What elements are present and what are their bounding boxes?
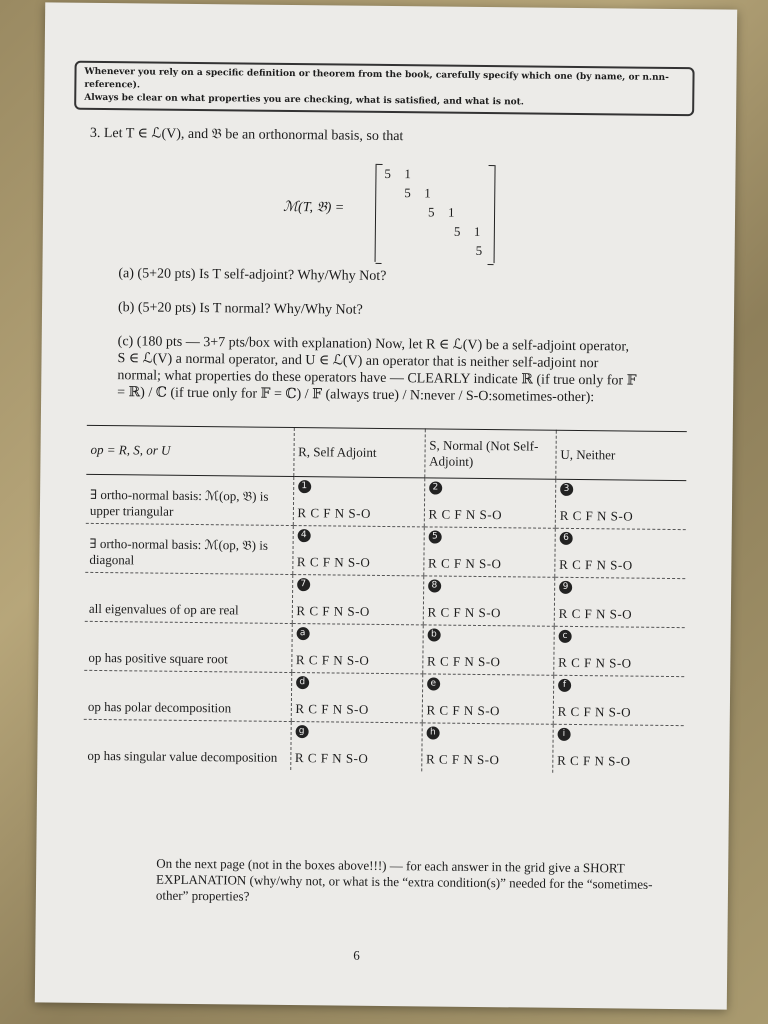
grid-row <box>83 719 683 774</box>
row-label: ∃ ortho-normal basis: ℳ(op, 𝔅) is upper triangular <box>86 474 294 525</box>
cell-number: 4 <box>297 529 310 542</box>
grid-row <box>85 523 685 578</box>
cell-number: 8 <box>428 579 441 592</box>
answer-cell[interactable] <box>292 575 424 625</box>
answer-options: R C F N S-O <box>427 604 502 621</box>
matrix-entry: 1 <box>424 185 431 201</box>
instructions-box <box>74 61 694 116</box>
question-c: (c) (180 pts — 3+7 pts/box with explanation) Now, let R ∈ ℒ(V) be a self-adjoint operator, S ∈ ℒ(V) a normal operator, and U ∈ ℒ(V) an operator that is neither self-adjoint nor normal; what properties do these operators have — CLEARLY indicate ℝ (if true only for 𝔽 = ℝ) / ℂ (if true only for 𝔽 = ℂ) / 𝔽 (always true) / N:never / S-O:sometimes-other): <box>117 334 637 406</box>
answer-cell[interactable] <box>422 625 554 675</box>
grid-row <box>85 572 685 627</box>
page-number: 6 <box>353 947 360 963</box>
cell-number: 9 <box>559 581 572 594</box>
answer-options: R C F N S-O <box>425 751 500 768</box>
answer-options: R C F N S-O <box>428 506 503 523</box>
question-a: (a) (5+20 pts) Is T self-adjoint? Why/Why Not? <box>118 266 387 284</box>
matrix <box>375 164 496 263</box>
answer-grid <box>83 425 687 774</box>
answer-cell[interactable] <box>555 479 686 529</box>
grid-row <box>86 474 686 529</box>
grid-row <box>84 621 684 676</box>
cell-number: 2 <box>429 481 442 494</box>
matrix-label: ℳ(T, 𝔅) = <box>283 199 345 216</box>
answer-cell[interactable] <box>554 626 685 676</box>
cell-number: b <box>427 628 440 641</box>
cell-number: c <box>558 630 571 643</box>
instructions-line-2: Always be clear on what properties you are checking, what is satisfied, and what is not. <box>84 92 524 108</box>
answer-cell[interactable] <box>293 477 425 527</box>
header-op: op = R, S, or U <box>86 425 294 476</box>
answer-cell[interactable] <box>554 577 685 627</box>
row-label: op has polar decomposition <box>84 670 292 721</box>
question-b: (b) (5+20 pts) Is T normal? Why/Why Not? <box>117 300 363 318</box>
matrix-entry: 1 <box>448 204 455 220</box>
row-label: all eigenvalues of op are real <box>85 572 293 623</box>
cell-number: 7 <box>297 578 310 591</box>
cell-number: 1 <box>298 480 311 493</box>
exam-page <box>35 2 737 1009</box>
answer-cell[interactable] <box>290 722 422 772</box>
answer-options: R C F N S-O <box>428 555 502 572</box>
answer-cell[interactable] <box>424 478 556 528</box>
answer-cell[interactable] <box>555 528 686 578</box>
cell-number: a <box>296 627 309 640</box>
grid-header-row <box>86 425 686 480</box>
answer-options: R C F N S-O <box>297 505 371 521</box>
row-label: op has positive square root <box>84 621 292 672</box>
matrix-entry: 1 <box>473 223 481 239</box>
matrix-block <box>283 163 483 263</box>
answer-options: R C F N S-O <box>557 752 631 769</box>
matrix-entry: 5 <box>453 223 461 239</box>
cell-number: i <box>557 728 570 741</box>
matrix-entry: 5 <box>404 185 411 201</box>
cell-number: g <box>295 725 308 738</box>
header-self-adjoint: R, Self Adjoint <box>293 428 425 478</box>
answer-cell[interactable] <box>421 723 553 773</box>
answer-cell[interactable] <box>423 527 555 577</box>
answer-options: R C F N S-O <box>296 603 370 619</box>
cell-number: 3 <box>560 483 573 496</box>
problem-statement: 3. Let T ∈ ℒ(V), and 𝔅 be an orthonormal basis, so that <box>89 125 404 145</box>
header-normal: S, Normal (Not Self-Adjoint) <box>424 429 556 479</box>
matrix-entry: 1 <box>404 166 412 182</box>
footer-instructions: On the next page (not in the boxes above!!!) — for each answer in the grid give a SHORT EXPLANATION (why/why not, or what is the “extra condition(s)” needed for the “sometimes-other” properties? <box>155 855 653 904</box>
row-label: ∃ ortho-normal basis: ℳ(op, 𝔅) is diagonal <box>85 523 293 574</box>
answer-options: R C F N S-O <box>559 556 633 573</box>
matrix-entry: 5 <box>384 165 392 182</box>
answer-cell[interactable] <box>423 576 555 626</box>
cell-number: d <box>296 676 309 689</box>
answer-cell[interactable] <box>422 674 554 724</box>
answer-options: R C F N S-O <box>559 507 634 524</box>
cell-number: h <box>426 726 439 739</box>
cell-number: e <box>427 677 440 690</box>
answer-cell[interactable] <box>292 526 424 576</box>
header-neither: U, Neither <box>556 430 687 480</box>
instructions-line-1: Whenever you rely on a specific definition or theorem from the book, carefully specify which one (by name, or n.nn-reference). <box>84 66 669 91</box>
answer-options: R C F N S-O <box>558 605 633 622</box>
answer-options: R C F N S-O <box>295 701 369 717</box>
grid-row <box>84 670 684 725</box>
cell-number: 5 <box>428 530 441 543</box>
row-label: op has singular value decomposition <box>87 747 278 765</box>
answer-options: R C F N S-O <box>558 654 632 671</box>
answer-cell[interactable] <box>553 675 684 725</box>
cell-number: f <box>558 679 571 692</box>
answer-options: R C F N S-O <box>426 702 501 719</box>
answer-options: R C F N S-O <box>296 554 371 570</box>
answer-cell[interactable] <box>291 673 423 723</box>
answer-cell[interactable] <box>291 624 423 674</box>
answer-options: R C F N S-O <box>294 750 369 766</box>
answer-options: R C F N S-O <box>557 703 632 720</box>
matrix-entry: 5 <box>475 242 483 258</box>
answer-options: R C F N S-O <box>295 652 370 668</box>
answer-options: R C F N S-O <box>426 653 501 670</box>
matrix-entry: 5 <box>428 204 435 220</box>
answer-cell[interactable] <box>553 724 684 774</box>
cell-number: 6 <box>559 532 572 545</box>
